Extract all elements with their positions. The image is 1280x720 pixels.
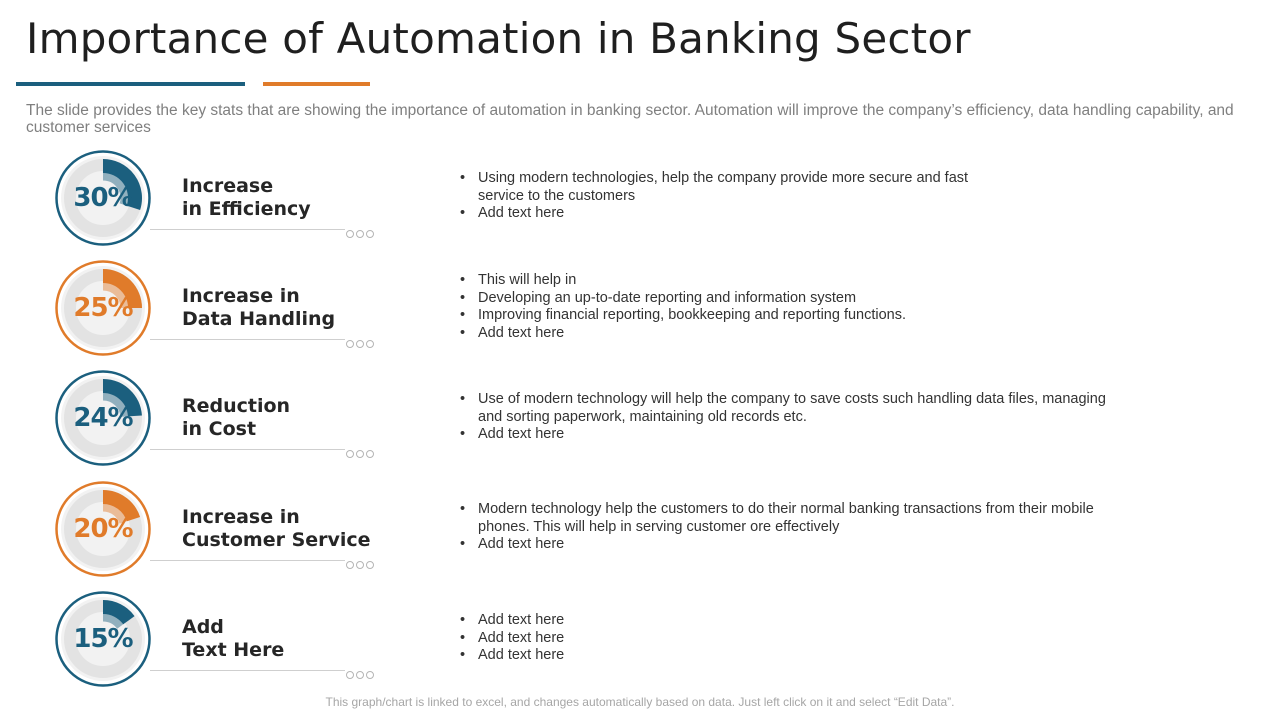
- bullet-item: • Add text here: [460, 536, 1110, 554]
- stat-label-line2: Text Here: [182, 639, 285, 661]
- stat-row-efficiency: [0, 149, 1280, 259]
- stat-label: [182, 616, 284, 662]
- stat-bullets: [460, 170, 980, 223]
- stat-row-add-text: [0, 590, 1280, 700]
- title-accent-bar-orange: [263, 82, 370, 86]
- stat-bullets: [460, 272, 1100, 342]
- slide-title: Importance of Automation in Banking Sector: [26, 14, 971, 63]
- decorative-dots: [346, 556, 376, 574]
- bullet-item: • This will help in: [460, 272, 1100, 290]
- stat-bullets: [460, 612, 860, 665]
- bullet-item: • Add text here: [460, 647, 860, 665]
- stat-donut: [54, 590, 152, 688]
- stat-bullets: [460, 501, 1110, 554]
- stat-bullets: [460, 391, 1120, 444]
- bullet-item: • Use of modern technology will help the company to save costs such handling data files, managing and sorting paperwork, maintaining old records etc.: [460, 391, 1120, 426]
- slide-subtitle: The slide provides the key stats that are showing the importance of automation in banking sector. Automation will improve the company’s efficiency, data handling capability, and customer services: [26, 102, 1234, 136]
- bullet-item: • Developing an up-to-date reporting and information system: [460, 290, 1100, 308]
- bullet-item: • Modern technology help the customers to do their normal banking transactions from their mobile phones. This will help in serving customer ore effectively: [460, 501, 1110, 536]
- stat-label-line2: in Cost: [182, 418, 257, 440]
- stat-donut: [54, 259, 152, 357]
- stat-percent: 15%: [73, 624, 133, 654]
- decorative-dots: [346, 445, 376, 463]
- label-underline: [150, 339, 345, 340]
- stat-label-line1: Reduction: [182, 395, 291, 417]
- stat-row-customer-service: [0, 480, 1280, 590]
- stat-label: [182, 285, 335, 331]
- decorative-dots: [346, 666, 376, 684]
- stat-percent: 24%: [73, 403, 133, 433]
- stat-percent: 25%: [73, 293, 133, 323]
- stat-label-line2: Customer Service: [182, 529, 371, 551]
- stat-donut: [54, 369, 152, 467]
- stat-label-line1: Increase in: [182, 506, 300, 528]
- stat-row-data-handling: [0, 259, 1280, 369]
- stat-label-line2: in Efficiency: [182, 198, 311, 220]
- decorative-dots: [346, 225, 376, 243]
- label-underline: [150, 449, 345, 450]
- stat-label-line1: Increase: [182, 175, 274, 197]
- label-underline: [150, 670, 345, 671]
- stat-donut: [54, 149, 152, 247]
- bullet-item: • Add text here: [460, 325, 1100, 343]
- bullet-item: • Add text here: [460, 630, 860, 648]
- bullet-item: • Improving financial reporting, bookkeeping and reporting functions.: [460, 307, 1100, 325]
- stat-label: [182, 395, 290, 441]
- bullet-item: • Using modern technologies, help the company provide more secure and fast service to the customers: [460, 170, 980, 205]
- bullet-item: • Add text here: [460, 612, 860, 630]
- stat-label-line1: Increase in: [182, 285, 300, 307]
- stat-label: [182, 175, 311, 221]
- label-underline: [150, 229, 345, 230]
- stat-percent: 20%: [73, 514, 133, 544]
- stat-percent: 30%: [73, 183, 133, 213]
- label-underline: [150, 560, 345, 561]
- stat-donut: [54, 480, 152, 578]
- footer-note: This graph/chart is linked to excel, and changes automatically based on data. Just left click on it and select “Edit Data”.: [325, 695, 955, 709]
- stat-row-cost: [0, 369, 1280, 479]
- decorative-dots: [346, 335, 376, 353]
- stat-label-line1: Add: [182, 616, 224, 638]
- bullet-item: • Add text here: [460, 426, 1120, 444]
- stat-label-line2: Data Handling: [182, 308, 336, 330]
- stat-label: [182, 506, 371, 552]
- title-accent-bar-blue: [16, 82, 245, 86]
- bullet-item: • Add text here: [460, 205, 980, 223]
